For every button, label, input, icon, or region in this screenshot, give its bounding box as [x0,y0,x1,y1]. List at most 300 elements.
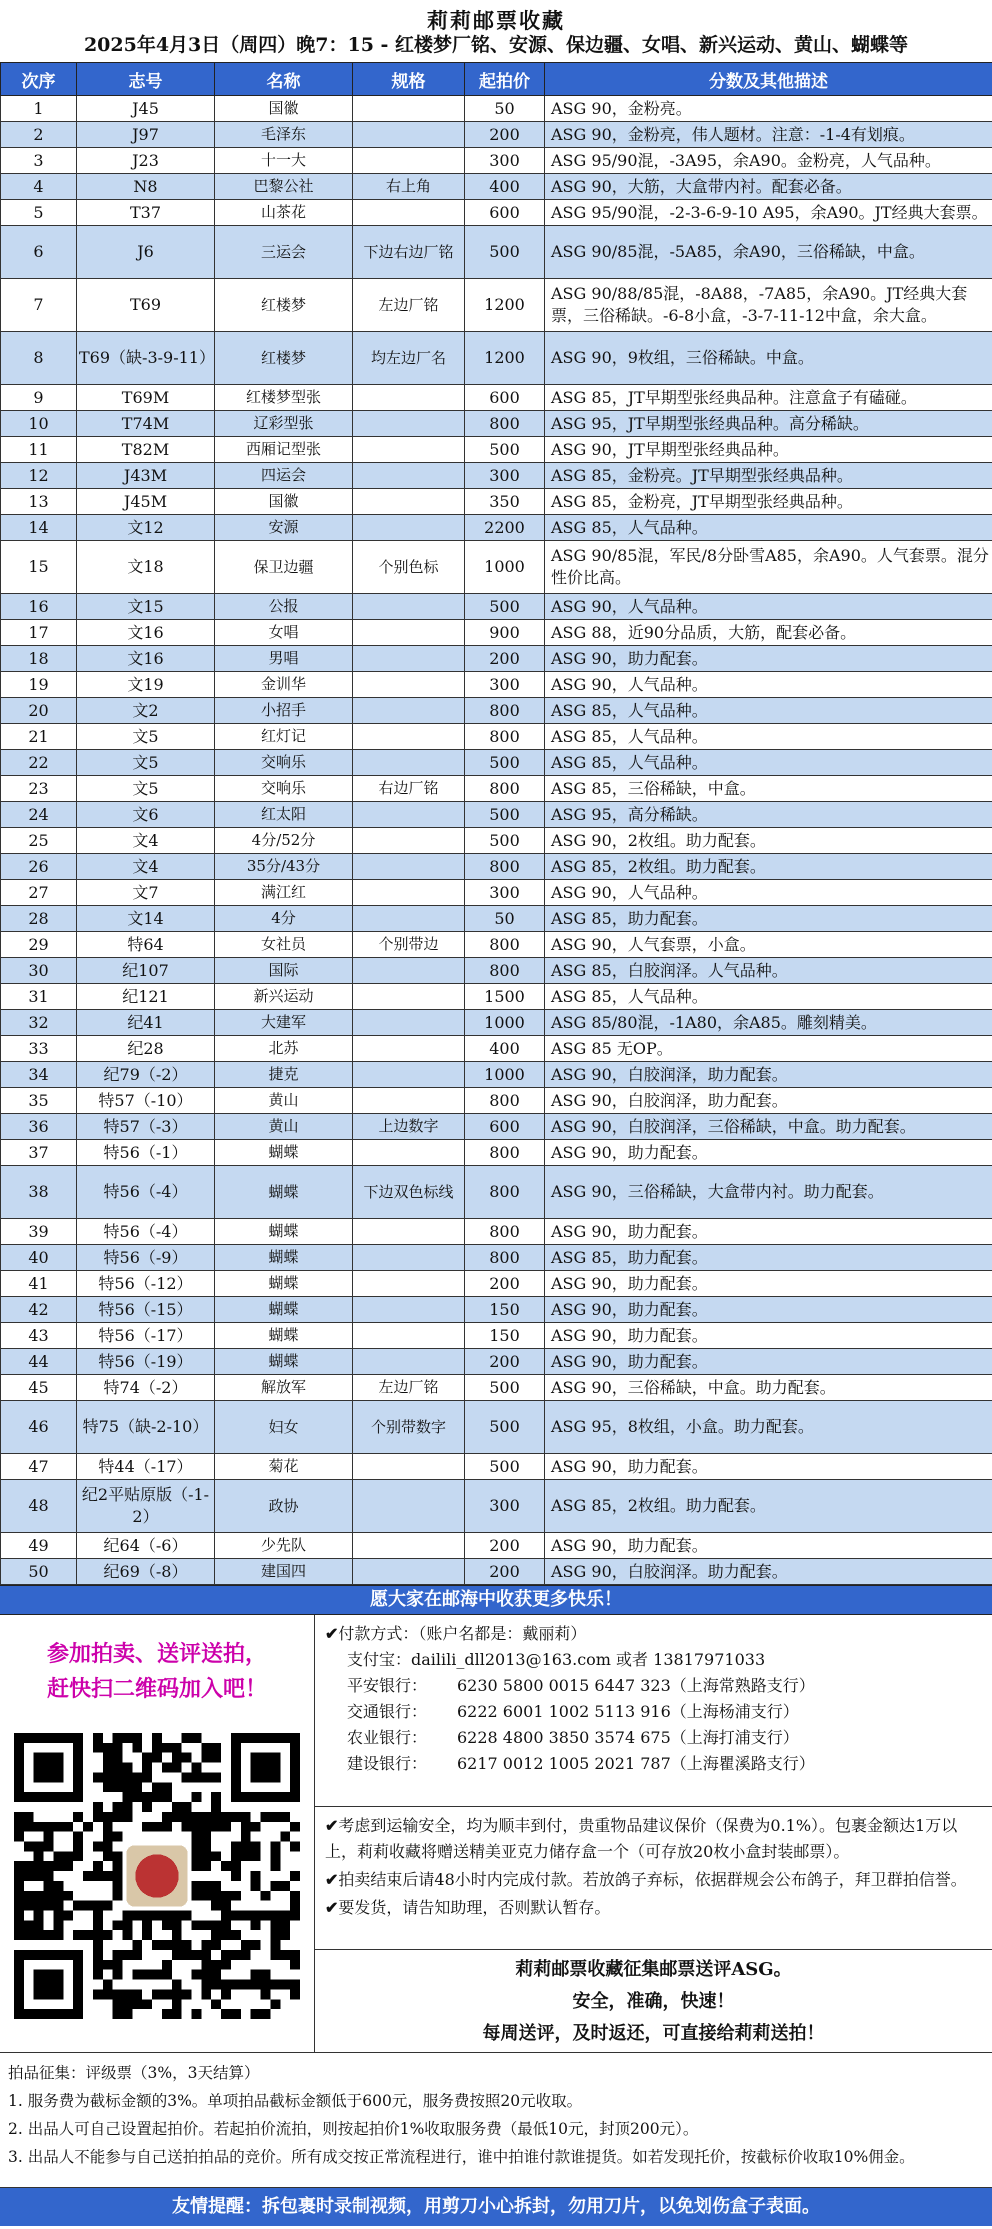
cell-code: 特56（-4） [77,1166,215,1219]
cell-price: 150 [465,1297,545,1323]
cell-spec: 右上角 [353,174,465,200]
cell-name: 蝴蝶 [215,1245,353,1271]
cell-desc: ASG 90，金粉亮，伟人题材。注意：-1-4有划痕。 [545,122,992,148]
cell-desc: ASG 90，白胶润泽，三俗稀缺，中盒。助力配套。 [545,1114,992,1140]
cell-spec [353,437,465,463]
cell-name: 公报 [215,594,353,620]
cell-code: J45 [77,96,215,122]
table-header [1,63,992,96]
cell-price: 300 [465,1480,545,1533]
cell-spec [353,1480,465,1533]
cell-code: 文6 [77,802,215,828]
cell-desc: ASG 90，助力配套。 [545,1323,992,1349]
cell-name: 菊花 [215,1454,353,1480]
cell-price: 800 [465,1245,545,1271]
cell-desc: ASG 90，助力配套。 [545,1297,992,1323]
check-icon: ✔ [325,1898,339,1917]
cell-price: 1000 [465,541,545,594]
cell-code: 文2 [77,698,215,724]
cell-code: 文12 [77,515,215,541]
cell-name: 安源 [215,515,353,541]
table-row [1,1533,992,1559]
cell-code: 特56（-19） [77,1349,215,1375]
bank-name: 交通银行： [347,1702,428,1721]
promo-panel [0,1615,315,2052]
table-row [1,906,992,932]
table-row [1,776,992,802]
cell-price: 200 [465,1271,545,1297]
cell-spec [353,724,465,750]
cell-spec [353,1271,465,1297]
cell-no: 40 [1,1245,77,1271]
cell-spec [353,515,465,541]
cell-desc: ASG 85，助力配套。 [545,906,992,932]
cell-name: 十一大 [215,148,353,174]
cell-desc: ASG 90，白胶润泽，助力配套。 [545,1088,992,1114]
cell-code: T82M [77,437,215,463]
bank-name: 平安银行： [347,1676,428,1695]
cell-code: J6 [77,226,215,279]
cell-spec [353,906,465,932]
cell-desc: ASG 90，助力配套。 [545,1533,992,1559]
cell-desc: ASG 95/90混，-2-3-6-9-10 A95，余A90。JT经典大套票。 [545,200,992,226]
note-text: 拍卖结束后请48小时内完成付款。若放鸽子弃标，依据群规会公布鸽子，拜卫群拍信誉。 [338,1870,967,1889]
cell-code: 文5 [77,750,215,776]
cell-code: 纪121 [77,984,215,1010]
cell-no: 35 [1,1088,77,1114]
cell-name: 满江红 [215,880,353,906]
check-icon: ✔ [325,1816,339,1835]
cell-spec [353,1349,465,1375]
cell-spec [353,828,465,854]
cell-name: 蝴蝶 [215,1297,353,1323]
cell-name: 保卫边疆 [215,541,353,594]
table-row [1,854,992,880]
cell-code: 文5 [77,724,215,750]
cell-price: 1200 [465,332,545,385]
cell-spec [353,1140,465,1166]
cell-no: 3 [1,148,77,174]
cell-name: 红楼梦 [215,279,353,332]
cell-price: 300 [465,148,545,174]
cell-spec [353,620,465,646]
table-row [1,200,992,226]
bank-account: 6222 6001 1002 5113 916（上海杨浦支行） [457,1702,799,1721]
table-row [1,385,992,411]
cell-price: 800 [465,1088,545,1114]
cell-price: 500 [465,750,545,776]
check-icon: ✔ [325,1870,339,1889]
cell-desc: ASG 85 无OP。 [545,1036,992,1062]
cell-price: 800 [465,724,545,750]
table-row [1,1271,992,1297]
cell-price: 800 [465,1140,545,1166]
cell-no: 2 [1,122,77,148]
table-row [1,620,992,646]
cell-spec [353,1062,465,1088]
cell-name: 国徽 [215,96,353,122]
cell-name: 解放军 [215,1375,353,1401]
table-row [1,880,992,906]
cell-code: J97 [77,122,215,148]
cell-no: 9 [1,385,77,411]
cell-name: 捷克 [215,1062,353,1088]
table-row [1,802,992,828]
cell-spec: 个别带边 [353,932,465,958]
cell-desc: ASG 85/80混，-1A80，余A85。雕刻精美。 [545,1010,992,1036]
table-row [1,1166,992,1219]
table-row [1,828,992,854]
table-row [1,672,992,698]
terms-line: 3. 出品人不能参与自己送拍拍品的竞价。所有成交按正常流程进行，谁中拍谁付款谁提货。如若发现托价，按截标价收取10%佣金。 [8,2148,915,2166]
cell-price: 500 [465,1454,545,1480]
cell-spec [353,96,465,122]
cell-price: 400 [465,1036,545,1062]
cell-price: 500 [465,828,545,854]
cell-price: 200 [465,646,545,672]
cell-no: 31 [1,984,77,1010]
col-header-price: 起拍价 [465,63,545,96]
table-row [1,646,992,672]
cell-price: 300 [465,880,545,906]
cell-name: 国徽 [215,489,353,515]
cell-spec: 个别色标 [353,541,465,594]
table-row [1,1088,992,1114]
table-row [1,932,992,958]
cell-no: 12 [1,463,77,489]
cell-price: 200 [465,1349,545,1375]
cell-code: T69（缺-3-9-11） [77,332,215,385]
cell-desc: ASG 95，8枚组，小盒。助力配套。 [545,1401,992,1454]
slogan-line: 安全，准确，快速！ [572,1991,735,2012]
cell-code: J23 [77,148,215,174]
cell-price: 150 [465,1323,545,1349]
table-row [1,96,992,122]
cell-no: 16 [1,594,77,620]
cell-spec [353,1219,465,1245]
cell-desc: ASG 90，大筋，大盒带内衬。配套必备。 [545,174,992,200]
cell-spec: 左边厂铭 [353,1375,465,1401]
cell-code: T37 [77,200,215,226]
terms-line: 拍品征集：评级票（3%，3天结算） [8,2064,260,2082]
terms-line: 1. 服务费为截标金额的3%。单项拍品截标金额低于600元，服务费按照20元收取。 [8,2092,583,2110]
bank-name: 农业银行： [347,1728,428,1747]
alipay-label: 支付宝： [347,1650,412,1669]
table-row [1,1036,992,1062]
table-row [1,1454,992,1480]
cell-desc: ASG 90，JT早期型张经典品种。 [545,437,992,463]
cell-no: 47 [1,1454,77,1480]
cell-price: 50 [465,96,545,122]
cell-price: 350 [465,489,545,515]
cell-desc: ASG 85，JT早期型张经典品种。注意盒子有磕碰。 [545,385,992,411]
cell-no: 18 [1,646,77,672]
cell-price: 800 [465,1166,545,1219]
table-row [1,698,992,724]
table-row [1,724,992,750]
page-subtitle: 2025年4月3日（周四）晚7：15 - 红楼梦厂铭、安源、保边疆、女唱、新兴运动、黄山、蝴蝶等 [83,34,909,57]
cell-code: 特56（-17） [77,1323,215,1349]
cell-name: 小招手 [215,698,353,724]
cell-desc: ASG 90，人气品种。 [545,880,992,906]
cell-no: 20 [1,698,77,724]
cell-code: 文16 [77,646,215,672]
cell-code: 纪2平贴原版（-1-2） [77,1480,215,1533]
tip-banner: 友情提醒：拆包裹时录制视频，用剪刀小心拆封，勿用刀片，以免划伤盒子表面。 [0,2188,992,2226]
cell-price: 500 [465,1401,545,1454]
cell-desc: ASG 90，白胶润泽。助力配套。 [545,1559,992,1585]
cell-spec [353,122,465,148]
cell-name: 交响乐 [215,750,353,776]
table-row [1,463,992,489]
table-row [1,1140,992,1166]
cell-price: 300 [465,672,545,698]
table-row [1,541,992,594]
qr-code[interactable] [14,1733,300,2019]
table-row [1,279,992,332]
cell-code: 纪28 [77,1036,215,1062]
cell-name: 西厢记型张 [215,437,353,463]
cell-name: 红灯记 [215,724,353,750]
cell-name: 35分/43分 [215,854,353,880]
cell-desc: ASG 90，三俗稀缺，大盒带内衬。助力配套。 [545,1166,992,1219]
cell-code: 特56（-12） [77,1271,215,1297]
cell-name: 毛泽东 [215,122,353,148]
slogan-line: 每周送评，及时返还，可直接给莉莉送拍！ [482,2023,825,2044]
cell-no: 26 [1,854,77,880]
cell-spec [353,148,465,174]
cell-no: 49 [1,1533,77,1559]
cell-name: 少先队 [215,1533,353,1559]
cell-name: 黄山 [215,1088,353,1114]
cell-no: 23 [1,776,77,802]
cell-name: 蝴蝶 [215,1166,353,1219]
table-row [1,489,992,515]
cell-desc: ASG 90，人气品种。 [545,594,992,620]
cell-desc: ASG 85，2枚组。助力配套。 [545,854,992,880]
cell-no: 21 [1,724,77,750]
terms-line: 2. 出品人可自己设置起拍价。若起拍价流拍，则按起拍价1%收取服务费（最低10元，封顶200元）。 [8,2120,699,2138]
cell-no: 32 [1,1010,77,1036]
table-row [1,1114,992,1140]
cell-no: 4 [1,174,77,200]
table-row [1,1401,992,1454]
cell-no: 17 [1,620,77,646]
cell-no: 25 [1,828,77,854]
cell-spec: 左边厂铭 [353,279,465,332]
cell-no: 27 [1,880,77,906]
cell-code: 纪79（-2） [77,1062,215,1088]
cell-name: 金训华 [215,672,353,698]
cell-desc: ASG 90/88/85混，-8A88，-7A85，余A90。JT经典大套票，三俗稀缺。-6-8小盒，-3-7-11-12中盒，余大盒。 [545,279,992,332]
slogan [315,1950,992,2052]
cell-price: 800 [465,776,545,802]
cell-price: 800 [465,411,545,437]
cell-spec [353,1323,465,1349]
cell-no: 45 [1,1375,77,1401]
col-header-spec: 规格 [353,63,465,96]
cell-name: 女社员 [215,932,353,958]
payment-heading: 付款方式：（账户名都是：戴丽莉） [338,1624,587,1643]
alipay-account: dailili_dll2013@163.com 或者 13817971033 [411,1650,766,1669]
cell-desc: ASG 85，2枚组。助力配套。 [545,1480,992,1533]
cell-spec [353,411,465,437]
cell-price: 400 [465,174,545,200]
cell-no: 41 [1,1271,77,1297]
cell-name: 4分 [215,906,353,932]
payment-info [315,1615,992,1807]
cell-price: 1000 [465,1010,545,1036]
cell-price: 800 [465,854,545,880]
cell-name: 蝴蝶 [215,1271,353,1297]
cell-no: 29 [1,932,77,958]
cell-code: 特44（-17） [77,1454,215,1480]
table-body [1,96,992,1585]
table-row [1,437,992,463]
table-row [1,1375,992,1401]
bank-account: 6230 5800 0015 6447 323（上海常熟路支行） [457,1676,815,1695]
table-row [1,1010,992,1036]
cell-name: 新兴运动 [215,984,353,1010]
cell-no: 28 [1,906,77,932]
cell-code: J45M [77,489,215,515]
cell-price: 600 [465,200,545,226]
cell-price: 500 [465,226,545,279]
cell-code: 特56（-4） [77,1219,215,1245]
cell-name: 蝴蝶 [215,1140,353,1166]
cell-spec [353,385,465,411]
cell-price: 500 [465,1375,545,1401]
cell-desc: ASG 85，金粉亮。JT早期型张经典品种。 [545,463,992,489]
cell-desc: ASG 85，人气品种。 [545,698,992,724]
cell-no: 5 [1,200,77,226]
bless-banner: 愿大家在邮海中收获更多快乐！ [0,1585,992,1615]
cell-name: 国际 [215,958,353,984]
cell-name: 大建军 [215,1010,353,1036]
table-row [1,1062,992,1088]
cell-code: T74M [77,411,215,437]
cell-name: 四运会 [215,463,353,489]
cell-price: 300 [465,463,545,489]
cell-price: 800 [465,698,545,724]
cell-code: 纪107 [77,958,215,984]
cell-no: 24 [1,802,77,828]
cell-desc: ASG 95，高分稀缺。 [545,802,992,828]
cell-price: 600 [465,1114,545,1140]
cell-name: 北苏 [215,1036,353,1062]
cell-name: 男唱 [215,646,353,672]
cell-code: 特57（-10） [77,1088,215,1114]
promo-text [0,1615,314,1707]
cell-spec [353,958,465,984]
cell-no: 14 [1,515,77,541]
cell-desc: ASG 90，助力配套。 [545,646,992,672]
cell-desc: ASG 90，助力配套。 [545,1271,992,1297]
cell-desc: ASG 90/85混，-5A85，余A90，三俗稀缺，中盒。 [545,226,992,279]
cell-spec [353,1297,465,1323]
cell-desc: ASG 90/85混，军民/8分卧雪A85，余A90。人气套票。混分性价比高。 [545,541,992,594]
cell-spec [353,1454,465,1480]
cell-name: 女唱 [215,620,353,646]
cell-spec [353,1036,465,1062]
details-panel [315,1615,992,2052]
cell-no: 6 [1,226,77,279]
cell-no: 13 [1,489,77,515]
cell-code: J43M [77,463,215,489]
cell-code: 文15 [77,594,215,620]
cell-code: 特75（缺-2-10） [77,1401,215,1454]
table-row [1,750,992,776]
cell-name: 红楼梦 [215,332,353,385]
cell-spec [353,594,465,620]
cell-code: 特56（-9） [77,1245,215,1271]
cell-spec [353,1533,465,1559]
cell-name: 4分/52分 [215,828,353,854]
cell-desc: ASG 90，9枚组，三俗稀缺。中盒。 [545,332,992,385]
cell-code: 纪69（-8） [77,1559,215,1585]
table-row [1,515,992,541]
table-row [1,984,992,1010]
cell-price: 500 [465,802,545,828]
cell-name: 三运会 [215,226,353,279]
cell-price: 200 [465,1559,545,1585]
cell-spec: 上边数字 [353,1114,465,1140]
cell-desc: ASG 90，助力配套。 [545,1349,992,1375]
cell-spec: 均左边厂名 [353,332,465,385]
cell-code: 特74（-2） [77,1375,215,1401]
cell-price: 900 [465,620,545,646]
cell-no: 8 [1,332,77,385]
bank-account: 6228 4800 3850 3574 675（上海打浦支行） [457,1728,799,1747]
cell-no: 39 [1,1219,77,1245]
cell-code: 特57（-3） [77,1114,215,1140]
cell-code: 文7 [77,880,215,906]
cell-spec: 个别带数字 [353,1401,465,1454]
cell-name: 巴黎公社 [215,174,353,200]
col-header-code: 志号 [77,63,215,96]
cell-no: 10 [1,411,77,437]
cell-name: 蝴蝶 [215,1323,353,1349]
cell-price: 200 [465,122,545,148]
cell-name: 山茶花 [215,200,353,226]
cell-desc: ASG 90，人气套票，小盒。 [545,932,992,958]
cell-code: 纪64（-6） [77,1533,215,1559]
cell-desc: ASG 90，助力配套。 [545,1219,992,1245]
cell-name: 红楼梦型张 [215,385,353,411]
info-section [0,1615,992,2053]
cell-name: 辽彩型张 [215,411,353,437]
cell-no: 38 [1,1166,77,1219]
cell-desc: ASG 85，三俗稀缺，中盒。 [545,776,992,802]
cell-price: 1500 [465,984,545,1010]
cell-desc: ASG 90，助力配套。 [545,1454,992,1480]
cell-desc: ASG 85，人气品种。 [545,984,992,1010]
cell-code: 纪41 [77,1010,215,1036]
cell-desc: ASG 95，JT早期型张经典品种。高分稀缺。 [545,411,992,437]
table-row [1,226,992,279]
cell-spec [353,854,465,880]
cell-code: 文14 [77,906,215,932]
cell-spec [353,489,465,515]
table-row [1,1297,992,1323]
cell-no: 48 [1,1480,77,1533]
cell-spec [353,1559,465,1585]
cell-price: 200 [465,1533,545,1559]
col-header-desc: 分数及其他描述 [545,63,992,96]
cell-no: 33 [1,1036,77,1062]
cell-price: 1200 [465,279,545,332]
cell-desc: ASG 85，白胶润泽。人气品种。 [545,958,992,984]
